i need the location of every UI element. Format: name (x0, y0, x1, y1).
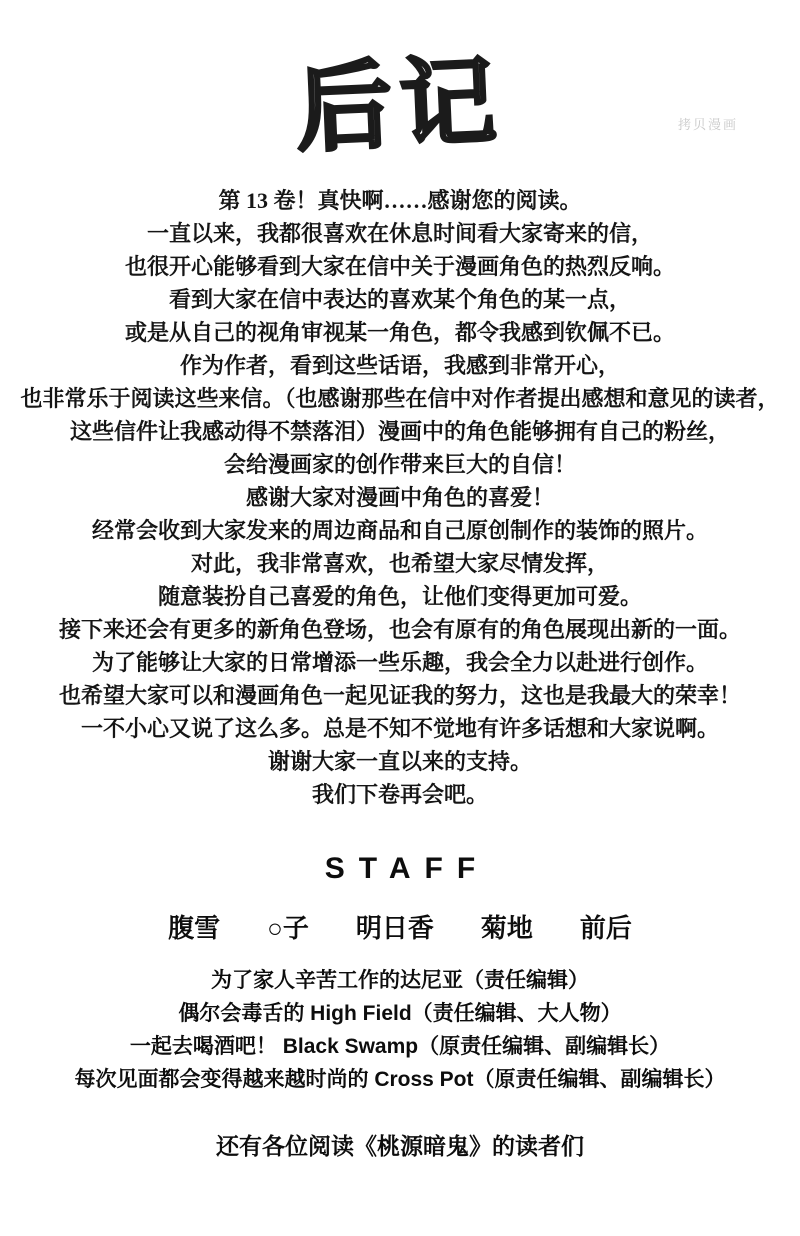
afterword-line: 或是从自己的视角审视某一角色，都令我感到钦佩不已。 (124, 320, 675, 345)
afterword-line: 一不小心又说了这么多。总是不知不觉地有许多话想和大家说啊。 (80, 716, 719, 741)
afterword-line: 接下来还会有更多的新角色登场，也会有原有的角色展现出新的一面。 (58, 617, 741, 642)
afterword-text (0, 184, 800, 811)
page-title-text: 后记 (293, 44, 507, 166)
staff-names-row (0, 908, 800, 945)
staff-name: ○子 (267, 913, 309, 943)
afterword-line: 为了能够让大家的日常增添一些乐趣，我会全力以赴进行创作。 (91, 650, 708, 675)
staff-name: 前后 (579, 913, 632, 943)
site-watermark: 拷贝漫画 (678, 117, 739, 132)
afterword-line: 会给漫画家的创作带来巨大的自信！ (223, 452, 576, 477)
afterword-line: 我们下卷再会吧。 (311, 782, 488, 807)
afterword-line: 作为作者，看到这些话语，我感到非常开心， (179, 353, 620, 378)
afterword-line: 也希望大家可以和漫画角色一起见证我的努力，这也是我最大的荣幸！ (58, 683, 741, 708)
staff-name: 菊地 (480, 913, 533, 943)
afterword-line: 也非常乐于阅读这些来信。（也感谢那些在信中对作者提出感想和意见的读者， (20, 386, 780, 411)
afterword-line: 看到大家在信中表达的喜欢某个角色的某一点， (168, 287, 631, 312)
staff-credits (0, 964, 800, 1096)
afterword-line: 随意装扮自己喜爱的角色，让他们变得更加可爱。 (157, 584, 642, 609)
afterword-line: 也很开心能够看到大家在信中关于漫画角色的热烈反响。 (124, 254, 675, 279)
afterword-line: 感谢大家对漫画中角色的喜爱！ (245, 485, 554, 510)
staff-credit-line: 偶尔会毒舌的 High Field（责任编辑、大人物） (178, 1002, 622, 1025)
staff-credit-line: 为了家人辛苦工作的达尼亚（责任编辑） (211, 969, 589, 992)
readers-thanks-line: 还有各位阅读《桃源暗鬼》的读者们 (216, 1133, 584, 1159)
afterword-line: 对此，我非常喜欢，也希望大家尽情发挥， (190, 551, 609, 576)
staff-credit-line: 一起去喝酒吧！ Black Swamp（原责任编辑、副编辑长） (129, 1035, 671, 1058)
afterword-line: 一直以来，我都很喜欢在休息时间看大家寄来的信， (146, 221, 653, 246)
staff-name: 明日香 (355, 913, 434, 943)
afterword-line: 经常会收到大家发来的周边商品和自己原创制作的装饰的照片。 (91, 518, 708, 543)
staff-credit-line: 每次见面都会变得越来越时尚的 Cross Pot（原责任编辑、副编辑长） (74, 1068, 726, 1091)
afterword-line: 这些信件让我感动得不禁落泪）漫画中的角色能够拥有自己的粉丝， (69, 419, 730, 444)
title-outline-art (260, 42, 540, 172)
staff-heading: STAFF (324, 852, 490, 885)
afterword-line: 第 13 卷！真快啊……感谢您的阅读。 (218, 188, 582, 213)
page-title (260, 42, 540, 177)
afterword-line: 谢谢大家一直以来的支持。 (267, 749, 532, 774)
staff-name: 腹雪 (168, 913, 221, 943)
